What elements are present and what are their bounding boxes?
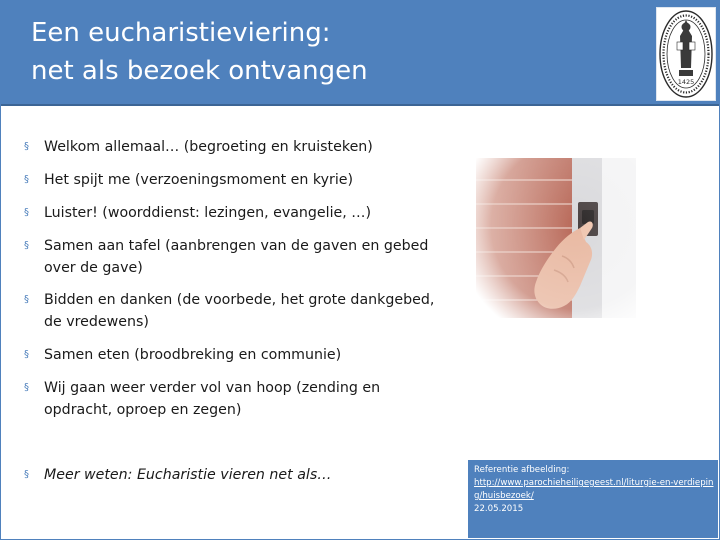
hand-ringing-doorbell-image <box>476 158 636 318</box>
image-reference-caption <box>468 460 718 538</box>
bullet-item <box>24 136 454 158</box>
bullet-item <box>24 202 454 224</box>
bullet-text-continued: over de gave) <box>44 260 143 276</box>
bullet-item <box>24 289 454 333</box>
bullet-text: Luister! (woorddienst: lezingen, evangelie, …) <box>44 205 371 221</box>
bullet-marker: § <box>24 382 29 393</box>
slide-title-line-2: net als bezoek ontvangen <box>31 56 368 86</box>
slide-title <box>31 14 631 90</box>
bullet-marker: § <box>24 469 29 480</box>
doorbell-photo <box>476 158 636 318</box>
bullet-marker: § <box>24 349 29 360</box>
bullet-text: Wij gaan weer verder vol van hoop (zending en <box>44 380 381 396</box>
bullet-marker: § <box>24 207 29 218</box>
bullet-list <box>24 136 454 421</box>
bullet-text: Samen aan tafel (aanbrengen van de gaven en gebed <box>44 238 429 254</box>
more-info-bullet <box>24 464 474 486</box>
university-seal-logo <box>656 7 716 101</box>
seal-year: 1425 <box>677 78 695 86</box>
bullet-marker: § <box>24 294 29 305</box>
seal-icon <box>657 8 715 100</box>
bullet-text-continued: de vredewens) <box>44 314 149 330</box>
bullet-item <box>24 344 454 366</box>
bullet-text-continued: opdracht, oproep en zegen) <box>44 402 242 418</box>
bullet-marker: § <box>24 240 29 251</box>
bullet-marker: § <box>24 141 29 152</box>
caption-label: Referentie afbeelding: <box>474 465 570 475</box>
bullet-item <box>24 377 454 421</box>
bullet-text: Het spijt me (verzoeningsmoment en kyrie) <box>44 172 354 188</box>
caption-link[interactable]: http://www.parochieheiligegeest.nl/liturgie-en-verdieping/huisbezoek/ <box>474 478 714 501</box>
bullet-item <box>24 169 454 191</box>
slide-title-line-1: Een eucharistieviering: <box>31 18 331 48</box>
bullet-text: Bidden en danken (de voorbede, het grote dankgebed, <box>44 292 435 308</box>
bullet-item <box>24 235 454 279</box>
bullet-text: Welkom allemaal… (begroeting en kruisteken) <box>44 139 373 155</box>
bullet-marker: § <box>24 174 29 185</box>
caption-date: 22.05.2015 <box>474 504 524 514</box>
title-bar <box>0 0 720 106</box>
bullet-text: Samen eten (broodbreking en communie) <box>44 347 342 363</box>
more-info-text: Meer weten: Eucharistie vieren net als… <box>44 467 332 483</box>
